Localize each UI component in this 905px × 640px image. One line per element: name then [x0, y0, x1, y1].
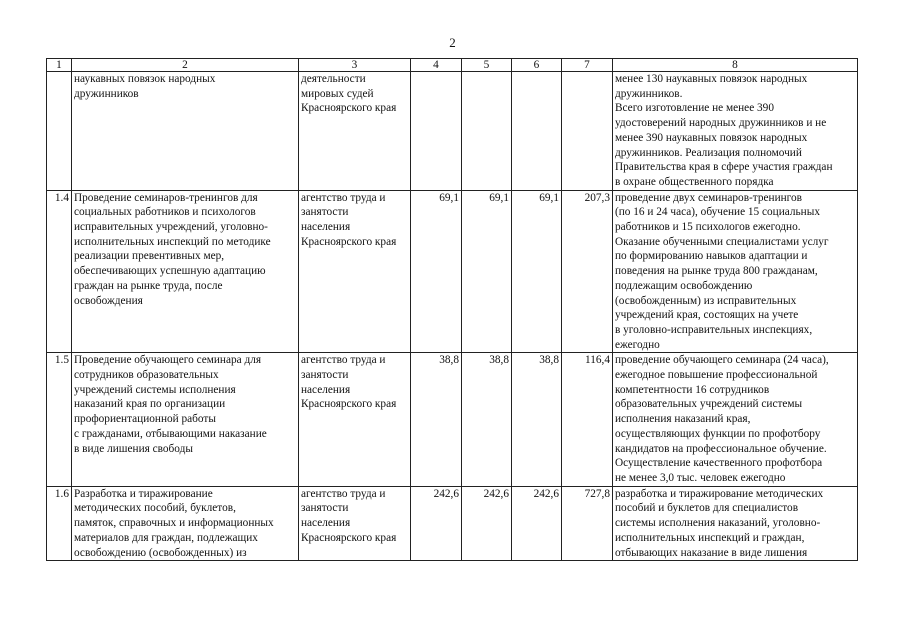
value-col-5: 242,6 — [462, 486, 512, 561]
value-col-5: 38,8 — [462, 353, 512, 486]
row-index: 1.4 — [47, 190, 72, 353]
value-col-7: 207,3 — [562, 190, 613, 353]
value-col-5 — [462, 72, 512, 191]
value-col-4 — [411, 72, 462, 191]
table-row — [47, 486, 858, 561]
value-col-7: 727,8 — [562, 486, 613, 561]
value-col-7: 116,4 — [562, 353, 613, 486]
header-col-1: 1 — [47, 59, 72, 72]
measure-cell: Разработка и тиражирование методических пособий, буклетов, памяток, справочных и информационных материалов для граждан, подлежащих освобождению (освобожденных) из — [72, 486, 299, 561]
measure-cell: Проведение обучающего семинара для сотрудников образовательных учреждений системы исполнения наказаний края по организации профориентационной работы с гражданами, отбывающими наказание в виде лишения свободы — [72, 353, 299, 486]
value-col-4: 242,6 — [411, 486, 462, 561]
value-col-4: 38,8 — [411, 353, 462, 486]
program-measures-table — [46, 58, 858, 561]
measure-cell: наукавных повязок народных дружинников — [72, 72, 299, 191]
table-row — [47, 190, 858, 353]
result-cell: проведение обучающего семинара (24 часа), ежегодное повышение профессиональной компетентности 16 сотрудников образовательных учреждений системы исполнения наказаний края, осуществляющих функции по профотбору кандидатов на профессиональное обучение. Осуществление качественного профотбора не менее 3,0 тыс. человек ежегодно — [613, 353, 858, 486]
header-col-3: 3 — [299, 59, 411, 72]
value-col-6: 69,1 — [512, 190, 562, 353]
executor-cell: агентство труда и занятости населения Красноярского края — [299, 190, 411, 353]
value-col-6: 242,6 — [512, 486, 562, 561]
value-col-6: 38,8 — [512, 353, 562, 486]
header-col-4: 4 — [411, 59, 462, 72]
result-cell: менее 130 наукавных повязок народных дружинников. Всего изготовление не менее 390 удостоверений народных дружинников и не менее 390 наукавных повязок народных дружинников. Реализация полномочий Правительства края в сфере участия граждан в охране общественного порядка — [613, 72, 858, 191]
executor-cell: деятельности мировых судей Красноярского края — [299, 72, 411, 191]
table-row — [47, 72, 858, 191]
row-index — [47, 72, 72, 191]
header-col-2: 2 — [72, 59, 299, 72]
header-row — [47, 59, 858, 72]
result-cell: проведение двух семинаров-тренингов (по 16 и 24 часа), обучение 15 социальных работников и 15 психологов ежегодно. Оказание обученными специалистами услуг по формированию навыков адаптации и поведения на рынке труда 800 гражданам, подлежащим освобождению (освобожденным) из исправительных учреждений края, состоящих на учете в уголовно-исправительных инспекциях, ежегодно — [613, 190, 858, 353]
executor-cell: агентство труда и занятости населения Красноярского края — [299, 353, 411, 486]
header-col-8: 8 — [613, 59, 858, 72]
header-col-7: 7 — [562, 59, 613, 72]
value-col-6 — [512, 72, 562, 191]
value-col-7 — [562, 72, 613, 191]
row-index: 1.6 — [47, 486, 72, 561]
table-row — [47, 353, 858, 486]
header-col-6: 6 — [512, 59, 562, 72]
value-col-4: 69,1 — [411, 190, 462, 353]
measure-cell: Проведение семинаров-тренингов для социальных работников и психологов исправительных учреждений, уголовно- исполнительных инспекций по методике реализации превентивных мер, обеспечивающих успешную адаптацию граждан на рынке труда, после освобождения — [72, 190, 299, 353]
executor-cell: агентство труда и занятости населения Красноярского края — [299, 486, 411, 561]
page-number: 2 — [449, 35, 456, 50]
value-col-5: 69,1 — [462, 190, 512, 353]
result-cell: разработка и тиражирование методических пособий и буклетов для специалистов системы исполнения наказаний, уголовно- исполнительных инспекций и граждан, отбывающих наказание в виде лишения — [613, 486, 858, 561]
header-col-5: 5 — [462, 59, 512, 72]
row-index: 1.5 — [47, 353, 72, 486]
